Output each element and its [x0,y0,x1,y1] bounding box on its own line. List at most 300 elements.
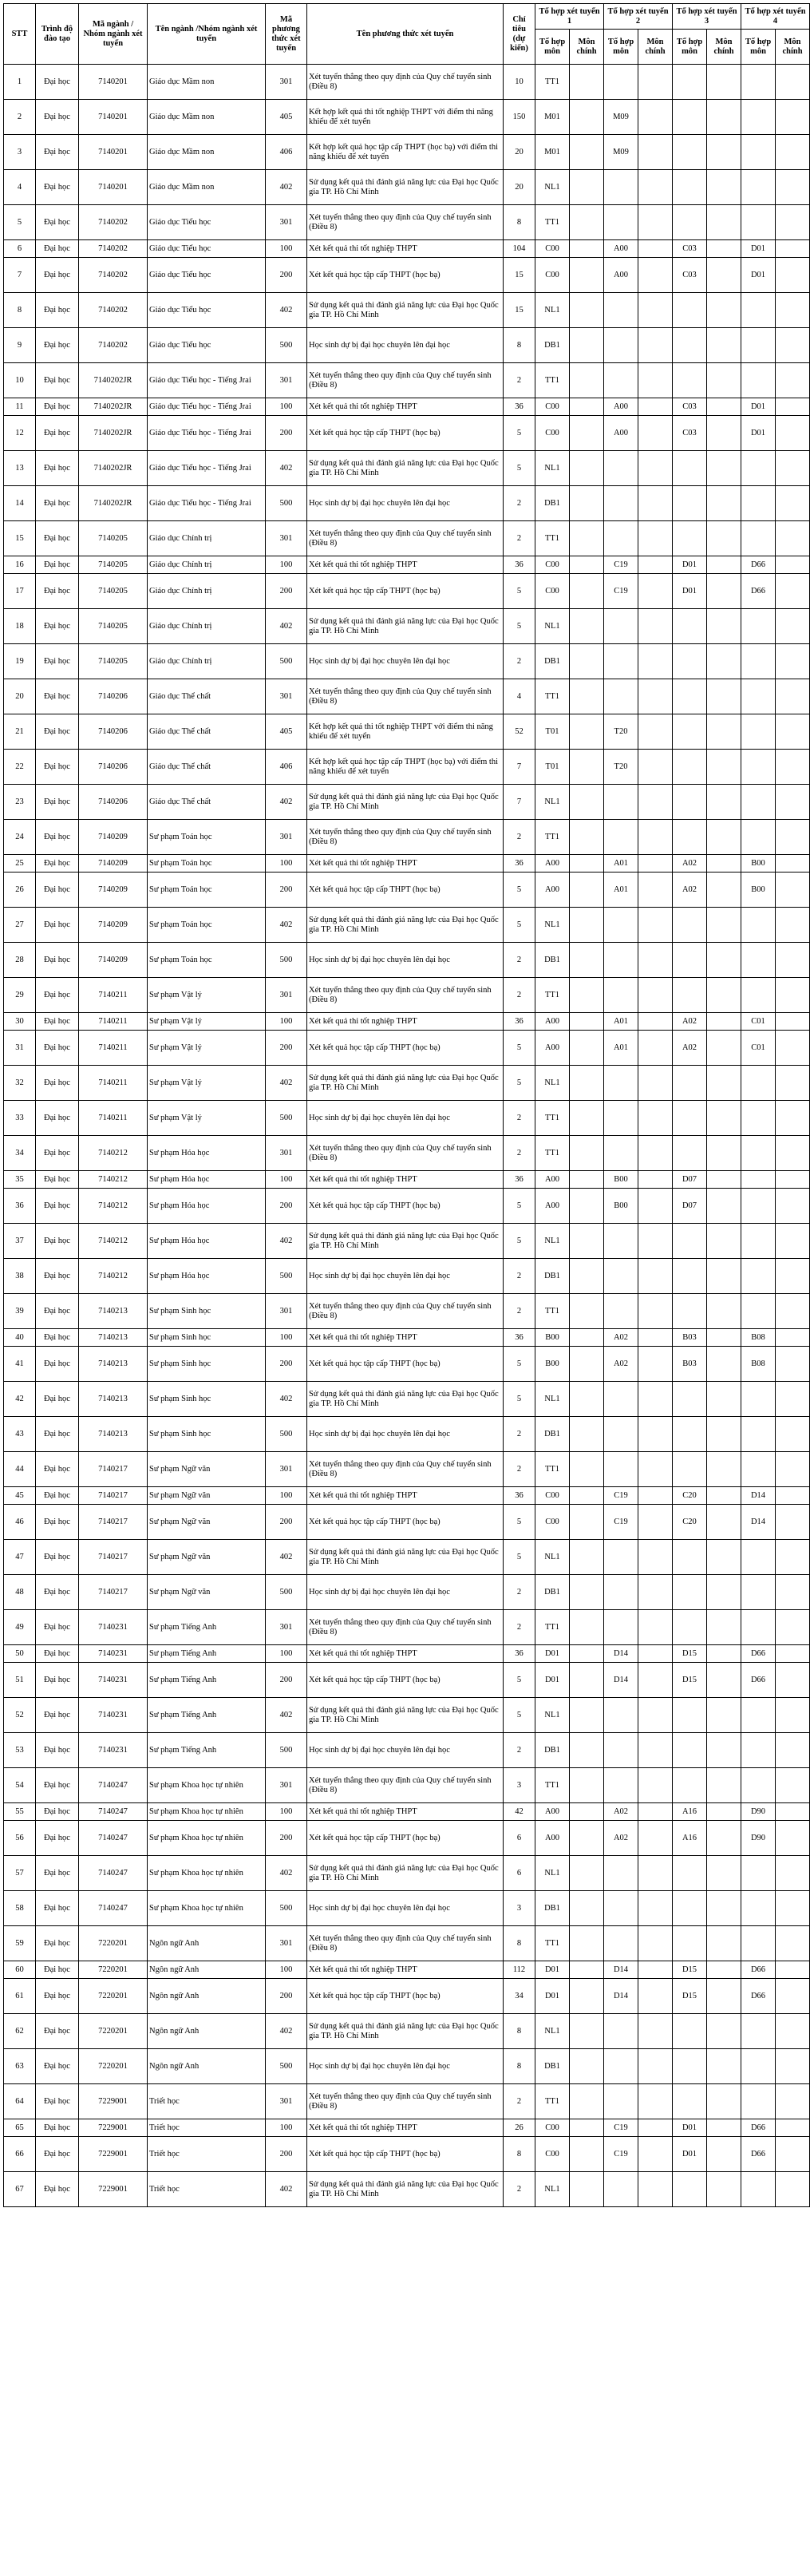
table-row [4,1733,810,1768]
row-combo-4: D66 [741,1645,776,1663]
row-method-code: 402 [266,2014,307,2049]
row-stt: 22 [4,750,36,785]
row-method: Kết hợp kết quả học tập cấp THPT (học bạ) với điểm thi năng khiếu để xét tuyển [307,135,504,170]
row-level: Đại học [36,258,79,293]
row-combo-2-main [638,1803,673,1821]
row-major: Sư phạm Vật lý [148,978,266,1013]
row-combo-3-main [707,205,741,240]
row-combo-1: NL1 [535,609,570,644]
table-row [4,1347,810,1382]
row-level: Đại học [36,205,79,240]
row-major: Sư phạm Tiếng Anh [148,1733,266,1768]
row-major: Giáo dục Tiểu học [148,328,266,363]
row-method: Xét tuyển thẳng theo quy định của Quy chế tuyển sinh (Điều 8) [307,2084,504,2119]
row-code: 7140205 [79,556,148,574]
row-combo-2 [604,1452,638,1487]
row-method: Kết hợp kết quả thi tốt nghiệp THPT với điểm thi năng khiếu để xét tuyển [307,714,504,750]
row-major: Sư phạm Hóa học [148,1259,266,1294]
row-combo-2: C19 [604,1505,638,1540]
row-combo-3-main [707,1031,741,1066]
row-stt: 63 [4,2049,36,2084]
row-code: 7140202 [79,293,148,328]
row-combo-4 [741,2172,776,2207]
row-combo-2: A01 [604,1013,638,1031]
row-level: Đại học [36,416,79,451]
table-row [4,1487,810,1505]
row-combo-3-main [707,908,741,943]
row-combo-3-main [707,2172,741,2207]
row-method-code: 500 [266,1891,307,1926]
row-combo-1-main [570,100,604,135]
row-code: 7220201 [79,1979,148,2014]
row-combo-2: T20 [604,714,638,750]
row-stt: 2 [4,100,36,135]
row-level: Đại học [36,644,79,679]
row-combo-2-main [638,451,673,486]
row-combo-4-main [776,820,810,855]
row-combo-4-main [776,2119,810,2137]
row-level: Đại học [36,750,79,785]
row-method-code: 402 [266,170,307,205]
row-combo-1: DB1 [535,1259,570,1294]
row-combo-3: A02 [673,873,707,908]
row-method: Xét tuyển thẳng theo quy định của Quy chế tuyển sinh (Điều 8) [307,1610,504,1645]
row-combo-4-main [776,1294,810,1329]
row-combo-3 [673,2084,707,2119]
row-quota: 2 [504,486,535,521]
row-level: Đại học [36,1347,79,1382]
row-combo-1-main [570,556,604,574]
row-combo-3: B03 [673,1329,707,1347]
row-combo-2: C19 [604,2119,638,2137]
row-combo-1-main [570,750,604,785]
row-method-code: 301 [266,1136,307,1171]
row-combo-2 [604,820,638,855]
table-row [4,1189,810,1224]
row-combo-4 [741,750,776,785]
row-combo-3 [673,1768,707,1803]
row-combo-2: C19 [604,2137,638,2172]
row-combo-4 [741,486,776,521]
row-stt: 56 [4,1821,36,1856]
row-combo-3 [673,1224,707,1259]
row-method-code: 402 [266,1066,307,1101]
row-major: Ngôn ngữ Anh [148,1926,266,1961]
row-quota: 36 [504,556,535,574]
row-combo-3-main [707,1733,741,1768]
row-combo-3-main [707,1013,741,1031]
row-combo-4 [741,1417,776,1452]
row-combo-3 [673,2014,707,2049]
row-combo-2-main [638,714,673,750]
row-combo-1: TT1 [535,1452,570,1487]
row-level: Đại học [36,609,79,644]
row-combo-2 [604,1926,638,1961]
row-combo-3-main [707,521,741,556]
row-combo-4-main [776,679,810,714]
row-major: Giáo dục Tiểu học - Tiếng Jrai [148,486,266,521]
row-combo-1: NL1 [535,908,570,943]
row-code: 7140209 [79,820,148,855]
row-combo-1: NL1 [535,1856,570,1891]
row-code: 7140206 [79,714,148,750]
row-code: 7140202JR [79,451,148,486]
row-combo-2-main [638,398,673,416]
row-code: 7140247 [79,1856,148,1891]
row-combo-3 [673,1540,707,1575]
row-combo-1: D01 [535,1645,570,1663]
row-combo-4-main [776,1926,810,1961]
row-combo-2-main [638,1821,673,1856]
row-combo-3 [673,1382,707,1417]
row-level: Đại học [36,1171,79,1189]
row-stt: 60 [4,1961,36,1979]
row-combo-4-main [776,135,810,170]
row-method: Sử dụng kết quả thi đánh giá năng lực của Đại học Quốc gia TP. Hồ Chí Minh [307,170,504,205]
row-combo-3-main [707,416,741,451]
row-method-code: 200 [266,1821,307,1856]
row-stt: 38 [4,1259,36,1294]
row-combo-2 [604,2049,638,2084]
row-method: Xét tuyển thẳng theo quy định của Quy chế tuyển sinh (Điều 8) [307,679,504,714]
row-code: 7140209 [79,855,148,873]
row-method-code: 200 [266,1189,307,1224]
row-major: Triết học [148,2172,266,2207]
row-combo-3-main [707,1171,741,1189]
row-combo-4-main [776,1101,810,1136]
row-combo-4 [741,1382,776,1417]
row-stt: 53 [4,1733,36,1768]
row-combo-2-main [638,1347,673,1382]
row-combo-4-main [776,65,810,100]
row-combo-4 [741,1171,776,1189]
row-combo-2-main [638,1189,673,1224]
row-combo-3-main [707,1961,741,1979]
row-combo-2 [604,1136,638,1171]
row-combo-3 [673,679,707,714]
row-method-code: 100 [266,2119,307,2137]
row-stt: 35 [4,1171,36,1189]
row-quota: 2 [504,521,535,556]
row-combo-4-main [776,363,810,398]
row-stt: 30 [4,1013,36,1031]
row-combo-1: D01 [535,1961,570,1979]
row-combo-2-main [638,1733,673,1768]
row-level: Đại học [36,2014,79,2049]
row-combo-3-main [707,1347,741,1382]
row-major: Sư phạm Ngữ văn [148,1575,266,1610]
row-combo-3-main [707,1417,741,1452]
row-method-code: 100 [266,1487,307,1505]
table-row [4,328,810,363]
row-method-code: 301 [266,820,307,855]
row-code: 7140202 [79,205,148,240]
row-quota: 2 [504,1452,535,1487]
row-method: Xét kết quả học tập cấp THPT (học bạ) [307,1821,504,1856]
row-level: Đại học [36,1926,79,1961]
row-combo-4-main [776,293,810,328]
row-combo-4-main [776,1540,810,1575]
table-row [4,1452,810,1487]
row-method-code: 200 [266,574,307,609]
row-combo-2-main [638,1610,673,1645]
row-method-code: 402 [266,908,307,943]
row-stt: 21 [4,714,36,750]
row-combo-4-main [776,398,810,416]
row-combo-3 [673,820,707,855]
row-combo-2: A00 [604,398,638,416]
row-combo-1-main [570,1803,604,1821]
row-combo-4-main [776,1961,810,1979]
row-code: 7140231 [79,1610,148,1645]
row-combo-4 [741,1189,776,1224]
row-combo-2-main [638,1768,673,1803]
row-method: Học sinh dự bị đại học chuyên lên đại học [307,2049,504,2084]
row-combo-1-main [570,1224,604,1259]
row-combo-2-main [638,1540,673,1575]
row-combo-3-main [707,398,741,416]
row-code: 7140217 [79,1505,148,1540]
row-stt: 33 [4,1101,36,1136]
row-combo-2-main [638,2014,673,2049]
header-combo-4-main: Môn chính [776,30,810,65]
row-major: Sư phạm Ngữ văn [148,1487,266,1505]
row-combo-1: A00 [535,1189,570,1224]
row-combo-2-main [638,1259,673,1294]
row-combo-4-main [776,2137,810,2172]
table-row [4,1136,810,1171]
row-combo-3-main [707,1979,741,2014]
row-combo-1: A00 [535,1171,570,1189]
row-combo-4 [741,100,776,135]
row-major: Sư phạm Sinh học [148,1329,266,1347]
row-quota: 8 [504,328,535,363]
row-combo-2 [604,644,638,679]
row-combo-4-main [776,486,810,521]
row-major: Giáo dục Thể chất [148,785,266,820]
row-method: Xét kết quả thi tốt nghiệp THPT [307,1961,504,1979]
header-combo-1: Tổ hợp xét tuyển 1 [535,4,604,30]
row-level: Đại học [36,100,79,135]
row-level: Đại học [36,574,79,609]
table-row [4,644,810,679]
admissions-table [3,3,810,2207]
row-level: Đại học [36,1066,79,1101]
row-code: 7140202 [79,328,148,363]
row-combo-4 [741,1926,776,1961]
row-code: 7140202JR [79,363,148,398]
row-combo-3-main [707,258,741,293]
row-combo-1-main [570,398,604,416]
row-combo-1: TT1 [535,820,570,855]
table-row [4,1663,810,1698]
row-code: 7140213 [79,1347,148,1382]
row-combo-3 [673,1066,707,1101]
row-stt: 61 [4,1979,36,2014]
row-combo-3: D15 [673,1645,707,1663]
row-level: Đại học [36,1768,79,1803]
row-quota: 5 [504,1224,535,1259]
row-stt: 29 [4,978,36,1013]
row-stt: 50 [4,1645,36,1663]
row-code: 7140209 [79,943,148,978]
row-major: Sư phạm Khoa học tự nhiên [148,1821,266,1856]
row-level: Đại học [36,1136,79,1171]
row-stt: 62 [4,2014,36,2049]
row-combo-1-main [570,820,604,855]
row-combo-2 [604,1101,638,1136]
row-code: 7140202JR [79,398,148,416]
row-method-code: 405 [266,714,307,750]
row-combo-3-main [707,750,741,785]
row-stt: 47 [4,1540,36,1575]
row-level: Đại học [36,1803,79,1821]
row-method: Xét tuyển thẳng theo quy định của Quy chế tuyển sinh (Điều 8) [307,1294,504,1329]
row-combo-3-main [707,574,741,609]
row-combo-4: D66 [741,2137,776,2172]
row-method-code: 100 [266,1171,307,1189]
row-level: Đại học [36,556,79,574]
row-method-code: 100 [266,1803,307,1821]
row-combo-4: B00 [741,873,776,908]
row-combo-4-main [776,1891,810,1926]
row-combo-2 [604,1382,638,1417]
row-combo-2-main [638,1031,673,1066]
row-code: 7220201 [79,1926,148,1961]
row-combo-1-main [570,1101,604,1136]
row-combo-1: NL1 [535,451,570,486]
row-stt: 48 [4,1575,36,1610]
row-method: Xét kết quả học tập cấp THPT (học bạ) [307,1031,504,1066]
row-quota: 52 [504,714,535,750]
row-combo-2 [604,451,638,486]
row-combo-2-main [638,574,673,609]
row-quota: 5 [504,1347,535,1382]
row-combo-1-main [570,1856,604,1891]
row-combo-3 [673,521,707,556]
table-row [4,873,810,908]
row-combo-3 [673,644,707,679]
row-code: 7140247 [79,1821,148,1856]
row-combo-2 [604,521,638,556]
row-quota: 4 [504,679,535,714]
row-combo-3 [673,1733,707,1768]
row-combo-1-main [570,293,604,328]
row-quota: 20 [504,170,535,205]
row-level: Đại học [36,1856,79,1891]
row-combo-4 [741,451,776,486]
row-level: Đại học [36,873,79,908]
row-method-code: 100 [266,855,307,873]
row-combo-4-main [776,328,810,363]
row-combo-2-main [638,1856,673,1891]
row-combo-4-main [776,1575,810,1610]
row-combo-1: NL1 [535,1224,570,1259]
row-combo-3: A02 [673,855,707,873]
row-quota: 2 [504,1575,535,1610]
row-method: Xét kết quả thi tốt nghiệp THPT [307,1013,504,1031]
row-code: 7140205 [79,521,148,556]
row-combo-3 [673,1294,707,1329]
row-method-code: 500 [266,1575,307,1610]
row-combo-2 [604,1610,638,1645]
row-combo-4: C01 [741,1013,776,1031]
table-row [4,205,810,240]
row-major: Triết học [148,2084,266,2119]
row-combo-4-main [776,556,810,574]
row-combo-4: B00 [741,855,776,873]
row-combo-2: B00 [604,1189,638,1224]
row-combo-3 [673,1452,707,1487]
row-combo-1-main [570,1821,604,1856]
row-combo-3 [673,486,707,521]
row-level: Đại học [36,521,79,556]
row-combo-2-main [638,521,673,556]
row-combo-4 [741,2014,776,2049]
row-method-code: 301 [266,679,307,714]
row-combo-3-main [707,1821,741,1856]
row-combo-1: DB1 [535,1733,570,1768]
table-row [4,521,810,556]
row-combo-2 [604,1891,638,1926]
row-method: Xét tuyển thẳng theo quy định của Quy chế tuyển sinh (Điều 8) [307,65,504,100]
row-stt: 10 [4,363,36,398]
row-combo-4-main [776,416,810,451]
row-combo-1: C00 [535,1505,570,1540]
row-quota: 5 [504,574,535,609]
table-row [4,750,810,785]
row-combo-1: A00 [535,1013,570,1031]
table-row [4,609,810,644]
row-stt: 4 [4,170,36,205]
row-combo-1: B00 [535,1329,570,1347]
header-combo-1-main: Môn chính [570,30,604,65]
row-code: 7229001 [79,2119,148,2137]
row-combo-2-main [638,1645,673,1663]
row-combo-4-main [776,1013,810,1031]
row-combo-4 [741,328,776,363]
row-stt: 32 [4,1066,36,1101]
header-combo-3-main: Môn chính [707,30,741,65]
row-combo-2-main [638,205,673,240]
row-method-code: 500 [266,943,307,978]
table-row [4,100,810,135]
row-stt: 20 [4,679,36,714]
row-method: Xét tuyển thẳng theo quy định của Quy chế tuyển sinh (Điều 8) [307,978,504,1013]
row-combo-1-main [570,521,604,556]
row-combo-3-main [707,714,741,750]
row-method: Học sinh dự bị đại học chuyên lên đại học [307,644,504,679]
row-major: Sư phạm Tiếng Anh [148,1610,266,1645]
row-quota: 2 [504,978,535,1013]
row-method: Xét tuyển thẳng theo quy định của Quy chế tuyển sinh (Điều 8) [307,1452,504,1487]
row-stt: 52 [4,1698,36,1733]
row-code: 7140201 [79,135,148,170]
row-code: 7140201 [79,100,148,135]
row-combo-3: A02 [673,1013,707,1031]
table-body [4,65,810,2207]
row-combo-4-main [776,1856,810,1891]
row-combo-4-main [776,943,810,978]
row-combo-4-main [776,1329,810,1347]
row-combo-2 [604,2014,638,2049]
row-stt: 64 [4,2084,36,2119]
row-combo-1-main [570,65,604,100]
row-combo-3-main [707,785,741,820]
row-method-code: 200 [266,258,307,293]
row-combo-2 [604,1698,638,1733]
row-combo-2-main [638,1979,673,2014]
